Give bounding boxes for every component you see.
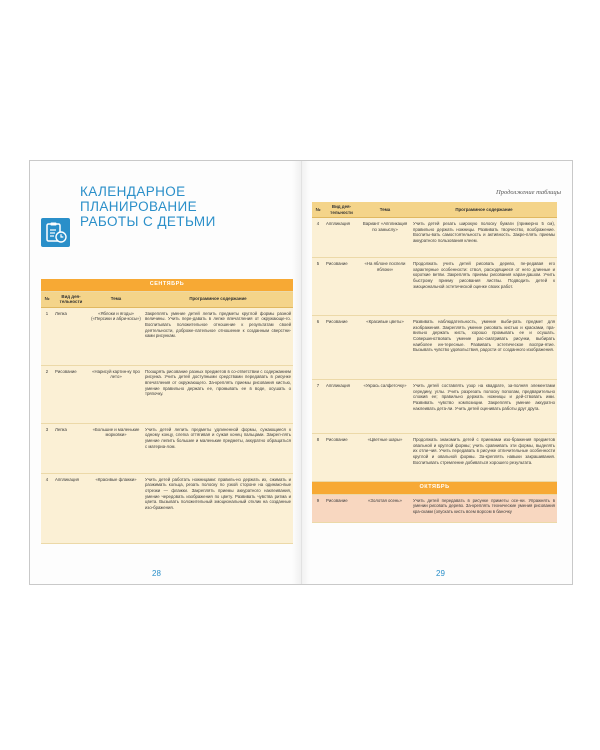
row-number: 7 xyxy=(312,380,324,434)
table-header-row xyxy=(312,202,557,218)
open-book-spread xyxy=(29,160,573,585)
row-number: 8 xyxy=(312,434,324,482)
row-number: 5 xyxy=(312,258,324,316)
row-topic: «Красивые флажки» xyxy=(89,473,143,543)
row-content: Закреплять умение детей лепить предметы круглой формы разной величины. Учить пере-давать в лепке впечатления от окружающе-го. Воспитывать положительное отношение к результатам своей деятельности, доброже-лательное отношение к созданным сверстни-ками рисункам. xyxy=(143,307,293,365)
table-row xyxy=(41,473,293,543)
row-content: Поощрять рисование разных предметов в со-ответствии с содержанием рисунка. Учить детей доступными средствами передавать в рисунке впечатления от окружающего. За-креплять приемы рисования кистью, умение правильно держать ее, промывать ее в воде, осушать о тряпочку. xyxy=(143,365,293,423)
month-row xyxy=(312,482,557,495)
running-head: Продолжение таблицы xyxy=(496,189,562,196)
header-activity-type: Вид дея-тельности xyxy=(324,202,359,218)
table-row xyxy=(41,423,293,473)
row-activity-type: Рисование xyxy=(324,494,359,522)
row-content: Учить детей передавать в рисунке приметы осе-ни. Упражнять в умении рисовать дерево. За-креплять технические умения рисования кра-сками (опускать кисть всем ворсом в баночку xyxy=(411,494,557,522)
header-no: № xyxy=(41,291,53,307)
plan-table-right xyxy=(312,202,557,523)
row-number: 3 xyxy=(41,423,53,473)
row-number: 6 xyxy=(312,316,324,380)
row-number: 1 xyxy=(41,307,53,365)
month-label: СЕНТЯБРЬ xyxy=(41,279,293,291)
table-row xyxy=(312,434,557,482)
month-label: ОКТЯБРЬ xyxy=(312,482,557,495)
page-title xyxy=(80,184,290,229)
row-activity-type: Лепка xyxy=(53,423,89,473)
row-number: 9 xyxy=(312,494,324,522)
row-number: 4 xyxy=(41,473,53,543)
page-title-line-1: КАЛЕНДАРНОЕ ПЛАНИРОВАНИЕ xyxy=(80,184,198,214)
row-content: Учить детей резать широкую полоску бумаги (примерно 5 см), правильно держать ножницы. Развивать творчество, воображение. Воспиты-вать самостоятельность и активность. Закре-плять приемы аккуратного пользования клеем. xyxy=(411,218,557,258)
row-activity-type: Рисование xyxy=(324,316,359,380)
page-number-right: 29 xyxy=(436,569,445,578)
row-content: Продолжать знакомить детей с приемами изо-бражения предметов овальной и круглой формы; учить сравнивать эти формы, выделять их отли-чия. Учить передавать в рисунке отличительные особенности круглой и овальной формы. За-креплять навыки закрашивания. Воспитывать стремление добиваться хорошего результата. xyxy=(411,434,557,482)
row-topic: «Цветные шары» xyxy=(359,434,411,482)
header-no: № xyxy=(312,202,324,218)
row-content: Учить детей работать ножницами: правиль-но держать их, сжимать и разжимать кольца, резать полоску по узкой стороне на одинако-вые отрезки — флажки. Закреплять приемы аккуратного наклеивания, умение чередовать изображения по цвету. Развивать чувства ритма и цвета. Вызывать положительный эмоциональный отклик на созданные изо-бражения. xyxy=(143,473,293,543)
month-row xyxy=(41,279,293,291)
row-topic: «На яблоне поспели яблоки» xyxy=(359,258,411,316)
row-topic: «Укрась салфеточку» xyxy=(359,380,411,434)
header-topic: Тема xyxy=(359,202,411,218)
row-content: Развивать наблюдательность, умение выби-рать предмет для изображения. Закреплять умение рисовать кистью и красками, пра-вильно держать кисть, хорошо промывать ее и осушать. Совершенствовать умение рас-сматривать рисунки, выбирать наиболее ин-тересные. Развивать эстетическое воспри-ятие. Вызывать чувство удовольствия, радости от созданного изображения. xyxy=(411,316,557,380)
row-topic: «Нарисуй картин-ку про лето» xyxy=(89,365,143,423)
row-number: 2 xyxy=(41,365,53,423)
row-topic: Вариант «Аппликация по замыслу» xyxy=(359,218,411,258)
row-topic: «Красивые цветы» xyxy=(359,316,411,380)
row-activity-type: Рисование xyxy=(324,258,359,316)
row-content: Учить детей составлять узор на квадрате, за-полняя элементами середину, углы. Учить разрезать полоску пополам, предварительно сложив ее; правильно держать ножницы и дей-ствовать ими. Развивать чувство композиции. Закреплять умение аккуратно наклеивать дета-ли. Учить детей оценивать работы друг друга. xyxy=(411,380,557,434)
table-row xyxy=(312,218,557,258)
row-number: 4 xyxy=(312,218,324,258)
row-topic: «Яблоки и ягоды» («Персики и абри-косы») xyxy=(89,307,143,365)
row-topic: «Золотая осень» xyxy=(359,494,411,522)
table-row xyxy=(41,365,293,423)
row-content: Продолжать учить детей рисовать дерево, пе-редавая его характерные особенности: ствол, расходящиеся от него длинные и короткие ветви. Закреплять приемы рисования каран-дашом. Учить быстрому приему рисования листвы. Подводить детей к эмоциональной эстетической оценке своих работ. xyxy=(411,258,557,316)
plan-table-left xyxy=(41,279,293,544)
header-program-content: Программное содержание xyxy=(143,291,293,307)
header-topic: Тема xyxy=(89,291,143,307)
header-program-content: Программное содержание xyxy=(411,202,557,218)
row-activity-type: Рисование xyxy=(53,365,89,423)
row-activity-type: Аппликация xyxy=(53,473,89,543)
table-row xyxy=(312,494,557,522)
row-activity-type: Аппликация xyxy=(324,218,359,258)
row-activity-type: Аппликация xyxy=(324,380,359,434)
table-row xyxy=(312,258,557,316)
book-spine xyxy=(301,161,302,584)
clipboard-clock-icon xyxy=(41,218,70,247)
row-topic: «Большие и маленькие морковки» xyxy=(89,423,143,473)
row-activity-type: Рисование xyxy=(324,434,359,482)
table-row xyxy=(312,316,557,380)
table-row xyxy=(312,380,557,434)
row-content: Учить детей лепить предметы удлиненной формы, сужающиеся к одному концу, слегка оттягивая и сужая конец пальцами. Закреп-лять умение лепить большие и маленькие предметы, аккуратно обращаться с материа-лом. xyxy=(143,423,293,473)
table-header-row xyxy=(41,291,293,307)
page-number-left: 28 xyxy=(152,569,161,578)
header-activity-type: Вид дея-тельности xyxy=(53,291,89,307)
page-title-line-2: РАБОТЫ С ДЕТЬМИ xyxy=(80,214,216,229)
table-row xyxy=(41,307,293,365)
row-activity-type: Лепка xyxy=(53,307,89,365)
